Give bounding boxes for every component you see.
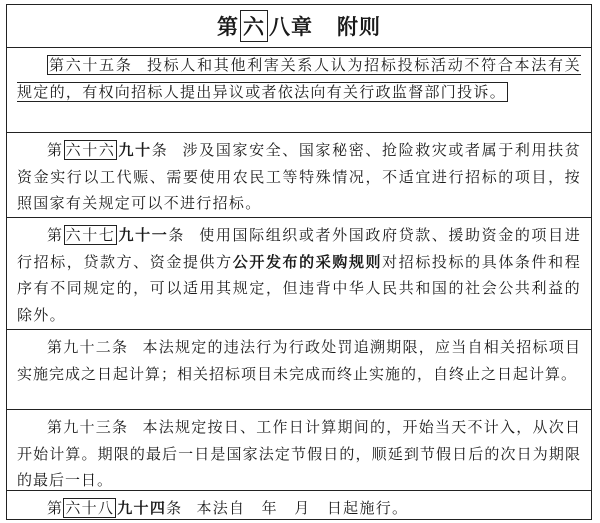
article-93 xyxy=(7,410,591,491)
chapter-title xyxy=(7,5,591,48)
article-91-prefix: 第 xyxy=(47,226,64,244)
article-90-prefix: 第 xyxy=(47,141,64,159)
article-91-text-before: 使用国际组织或者外国政府贷款、援助资金的项目进行招标，贷款方、资金提供方 xyxy=(17,226,582,271)
article-65-boxed-text xyxy=(17,55,581,102)
article-65-number: 第六十五条 xyxy=(49,56,133,74)
article-91 xyxy=(7,218,591,330)
article-90-text: 涉及国家安全、国家秘密、抢险救灾或者属于利用扶贫资金实行以工代赈、需要使用农民工等特殊情况，不适宜进行招标的项目，按照国家有关规定可以不进行招标。 xyxy=(17,141,582,212)
chapter-title-prefix: 第 xyxy=(217,15,239,39)
article-90-old-number: 六十六 xyxy=(65,141,116,159)
article-94-old-number: 六十八 xyxy=(65,499,115,517)
article-94 xyxy=(7,491,591,521)
article-94-text: 本法自 年 月 日起施行。 xyxy=(196,499,409,517)
article-65 xyxy=(7,48,591,133)
article-93-text: 本法规定按日、工作日计算期间的，开始当天不计入，从次日开始计算。期限的最后一日是国家法定节假日的，顺延到节假日后的次日为期限的最后一日。 xyxy=(17,418,581,489)
chapter-title-name: 附则 xyxy=(337,15,381,39)
chapter-title-new-number: 八 xyxy=(269,15,291,39)
article-91-new-number: 九十一 xyxy=(118,226,169,244)
article-90-suffix: 条 xyxy=(151,141,169,159)
article-91-bold-text: 公开发布的采购规则 xyxy=(232,252,383,271)
chapter-title-suffix: 章 xyxy=(291,15,313,39)
article-92-number: 第九十二条 xyxy=(47,338,129,356)
article-93-number: 第九十三条 xyxy=(47,418,129,436)
document-page xyxy=(6,4,592,520)
article-65-text: 投标人和其他利害关系人认为招标投标活动不符合本法有关规定的，有权向招标人提出异议或者依法向有关行政监督部门投诉。 xyxy=(17,56,581,101)
article-91-text-after: 对招标投标的具体条件和程序有不同规定的，可以适用其规定，但违背中华人民共和国的社会公共利益的除外。 xyxy=(17,252,582,324)
chapter-title-old-number: 六 xyxy=(240,10,268,42)
article-94-suffix: 条 xyxy=(166,499,183,517)
article-90-new-number: 九十 xyxy=(118,141,152,159)
article-94-prefix: 第 xyxy=(47,499,64,517)
article-91-old-number: 六十七 xyxy=(65,226,116,244)
article-90 xyxy=(7,133,591,218)
article-91-suffix: 条 xyxy=(168,226,185,244)
article-92-text: 本法规定的违法行为行政处罚追溯期限，应当自相关招标项目实施完成之日起计算；相关招标项目未完成而终止实施的，自终止之日起计算。 xyxy=(17,338,581,383)
article-92 xyxy=(7,330,591,410)
article-94-new-number: 九十四 xyxy=(117,499,167,517)
